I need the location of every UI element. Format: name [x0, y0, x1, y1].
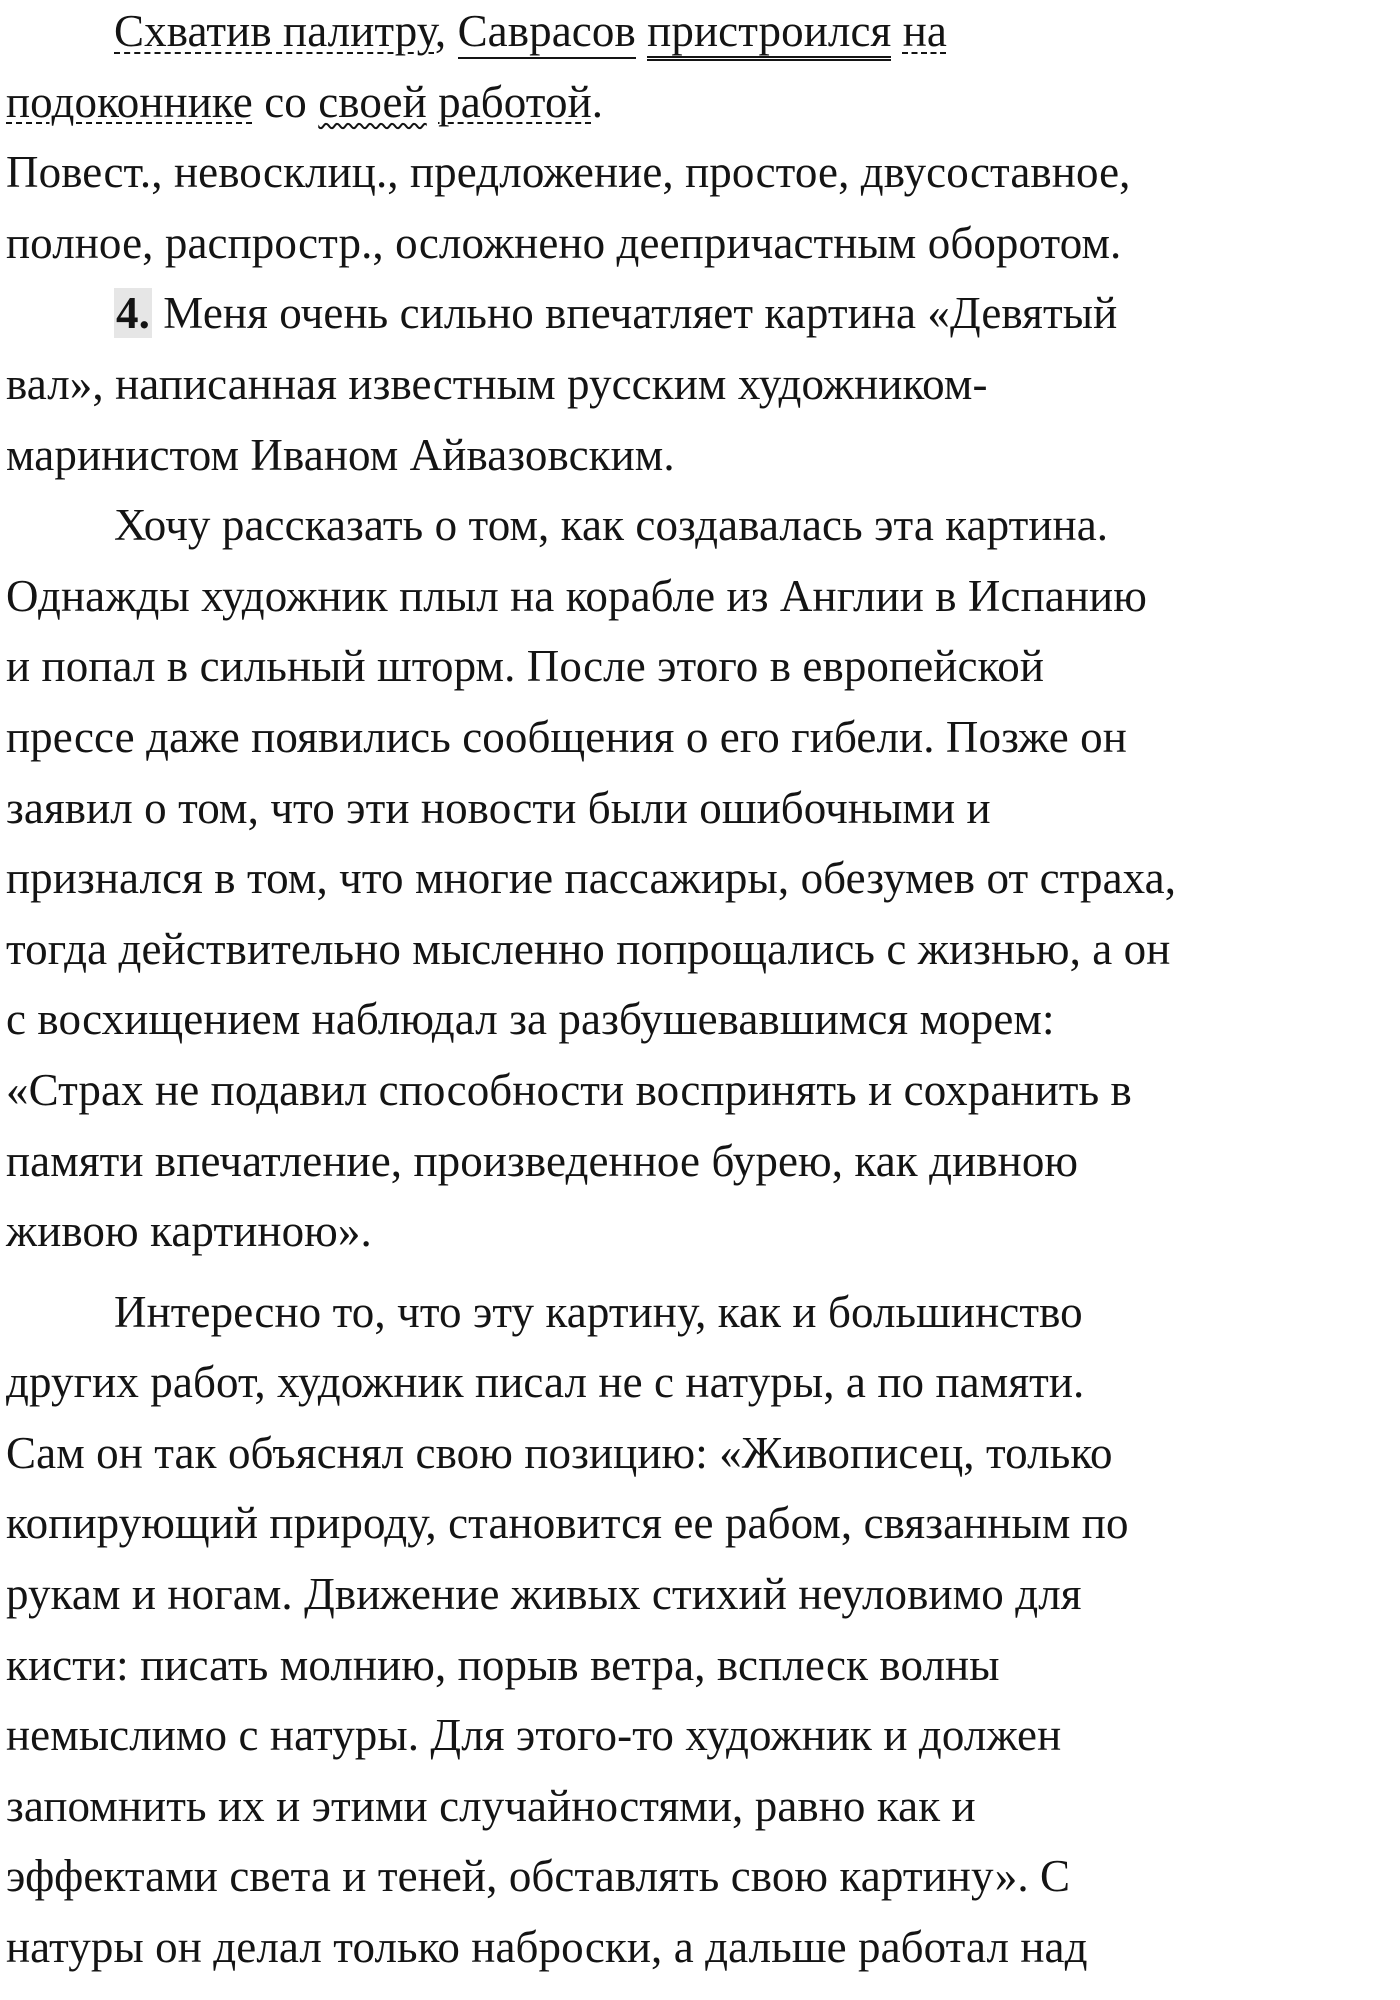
comma: , [434, 6, 447, 56]
object-word: работой [438, 76, 592, 127]
paragraph2-line-3: и попал в сильный шторм. После этого в европейской [6, 641, 1044, 692]
preposition-word: на [902, 6, 947, 56]
participle-phrase: Схватив палитру [114, 6, 435, 56]
task4-line-2: вал», написанная известным русским художником- [6, 358, 988, 409]
paragraph3-line-10: натуры он делал только наброски, а дальше работал над [6, 1922, 1088, 1973]
analysis-characteristic-2: полное, распростр., осложнено деепричастным оборотом. [6, 217, 1122, 268]
task-number-badge: 4. [116, 288, 150, 339]
paragraph3-line-2: других работ, художник писал не с натуры, а по памяти. [6, 1357, 1085, 1408]
paragraph3-line-6: кисти: писать молнию, порыв ветра, всплеск волны [6, 1639, 1000, 1690]
task4-line-3: маринистом Иваном Айвазовским. [6, 429, 675, 480]
analysis-line-1 [6, 0, 1400, 67]
paragraph2-line-7: тогда действительно мысленно попрощались с жизнью, а он [6, 923, 1171, 974]
paragraph2-line-5: заявил о том, что эти новости были ошибочными и [6, 782, 991, 833]
analysis-characteristic-1: Повест., невосклиц., предложение, простое, двусоставное, [6, 147, 1131, 198]
paragraph2-line-9: «Страх не подавил способности воспринять и сохранить в [6, 1064, 1132, 1115]
document-page [6, 0, 1400, 1983]
paragraph2-line-2: Однажды художник плыл на корабле из Англии в Испанию [6, 570, 1147, 621]
subject-word: Саврасов [458, 6, 636, 59]
paragraph3-line-8: запомнить их и этими случайностями, равно как и [6, 1780, 976, 1831]
paragraph2-line-11: живою картиною». [6, 1206, 372, 1257]
paragraph2-line-6: признался в том, что многие пассажиры, обезумев от страха, [6, 853, 1177, 904]
task4-line-1 [6, 278, 1400, 349]
paragraph2-line-4: прессе даже появились сообщения о его гибели. Позже он [6, 711, 1127, 762]
paragraph2-line-10: памяти впечатление, произведенное бурею, как дивною [6, 1135, 1079, 1186]
circumstance-word: подоконнике [6, 76, 253, 127]
preposition-so: со [264, 76, 307, 127]
paragraph3-line-7: немыслимо с натуры. Для этого-то художник и должен [6, 1710, 1062, 1761]
analysis-line-2 [6, 67, 1400, 138]
paragraph2-line-1: Хочу рассказать о том, как создавалась эта картина. [114, 500, 1109, 551]
paragraph3-line-9: эффектами света и теней, обставлять свою картину». С [6, 1851, 1071, 1902]
predicate-word: пристроился [647, 6, 891, 61]
paragraph3-line-4: копирующий природу, становится ее рабом, связанным по [6, 1498, 1129, 1549]
paragraph-spacer [6, 1267, 1400, 1277]
task4-text-1: Меня очень сильно впечатляет картина «Девятый [151, 288, 1118, 339]
paragraph3-line-1: Интересно то, что эту картину, как и большинство [114, 1286, 1083, 1337]
paragraph3-line-3: Сам он так объяснял свою позицию: «Живописец, только [6, 1427, 1113, 1478]
paragraph3-line-5: рукам и ногам. Движение живых стихий неуловимо для [6, 1569, 1082, 1620]
period: . [591, 76, 604, 127]
attribute-word: своей [318, 76, 427, 127]
paragraph2-line-8: с восхищением наблюдал за разбушевавшимся морем: [6, 994, 1055, 1045]
